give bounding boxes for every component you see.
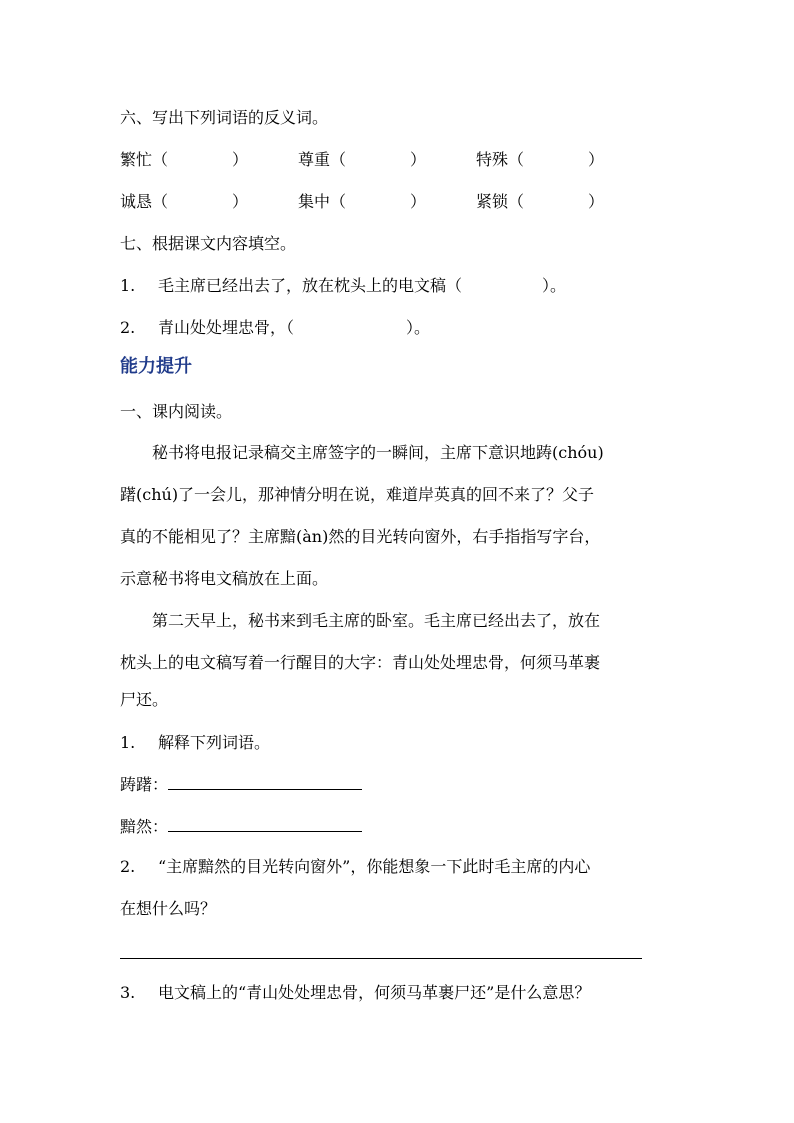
passage-line: 尸还。 [120,690,169,709]
question-text: 解释下列词语。 [158,733,271,752]
question-number: 3. [120,983,136,1002]
antonym-item-sincere: 诚恳（ ） [120,192,249,211]
passage-line: 躇(chú)了一会儿，那神情分明在说，难道岸英真的回不来了？父子 [120,485,595,504]
reading-question-2 [120,857,590,877]
question-text: 毛主席已经出去了，放在枕头上的电文稿（ ）。 [158,276,567,295]
reading-question-1 [120,733,270,753]
question-text: 青山处处埋忠骨，（ ）。 [158,318,431,337]
fill-question-1 [120,276,566,296]
reading-question-3 [120,983,590,1003]
term-line-gloomy [120,817,362,837]
section6-title: 六、写出下列词语的反义词。 [120,108,329,127]
antonym-item-focus: 集中（ ） [298,192,427,211]
passage-line: 示意秘书将电文稿放在上面。 [120,569,329,588]
section7-title: 七、根据课文内容填空。 [120,234,297,253]
passage-line: 真的不能相见了？主席黯(àn)然的目光转向窗外，右手指指写字台， [120,527,601,546]
passage-line: 第二天早上，秘书来到毛主席的卧室。毛主席已经出去了，放在 [120,611,601,630]
passage-line: 秘书将电报记录稿交主席签字的一瞬间，主席下意识地踌(chóu) [120,443,604,462]
question-number: 2. [120,318,136,337]
question-number: 1. [120,276,136,295]
question-text: 电文稿上的“青山处处埋忠骨，何须马革裹尸还”是什么意思？ [158,983,591,1002]
question-number: 1. [120,733,136,752]
antonym-item-busy: 繁忙（ ） [120,150,249,169]
answer-blank[interactable] [168,817,362,832]
term-label: 踌躇： [120,775,169,794]
fill-question-2 [120,318,430,338]
question-number: 2. [120,857,136,876]
antonym-item-respect: 尊重（ ） [298,150,427,169]
question-text: “主席黯然的目光转向窗外”，你能想象一下此时毛主席的内心 [158,857,591,876]
antonym-item-special: 特殊（ ） [476,150,605,169]
term-line-hesitate [120,775,362,795]
ability-heading: 能力提升 [120,356,192,377]
antonym-item-frown: 紧锁（ ） [476,192,605,211]
answer-line[interactable] [120,958,642,959]
answer-blank[interactable] [168,775,362,790]
reading-part-title: 一、课内阅读。 [120,402,233,421]
passage-line: 枕头上的电文稿写着一行醒目的大字：青山处处埋忠骨，何须马革裹 [120,653,601,672]
term-label: 黯然： [120,817,169,836]
reading-question-2-cont: 在想什么吗？ [120,899,217,918]
